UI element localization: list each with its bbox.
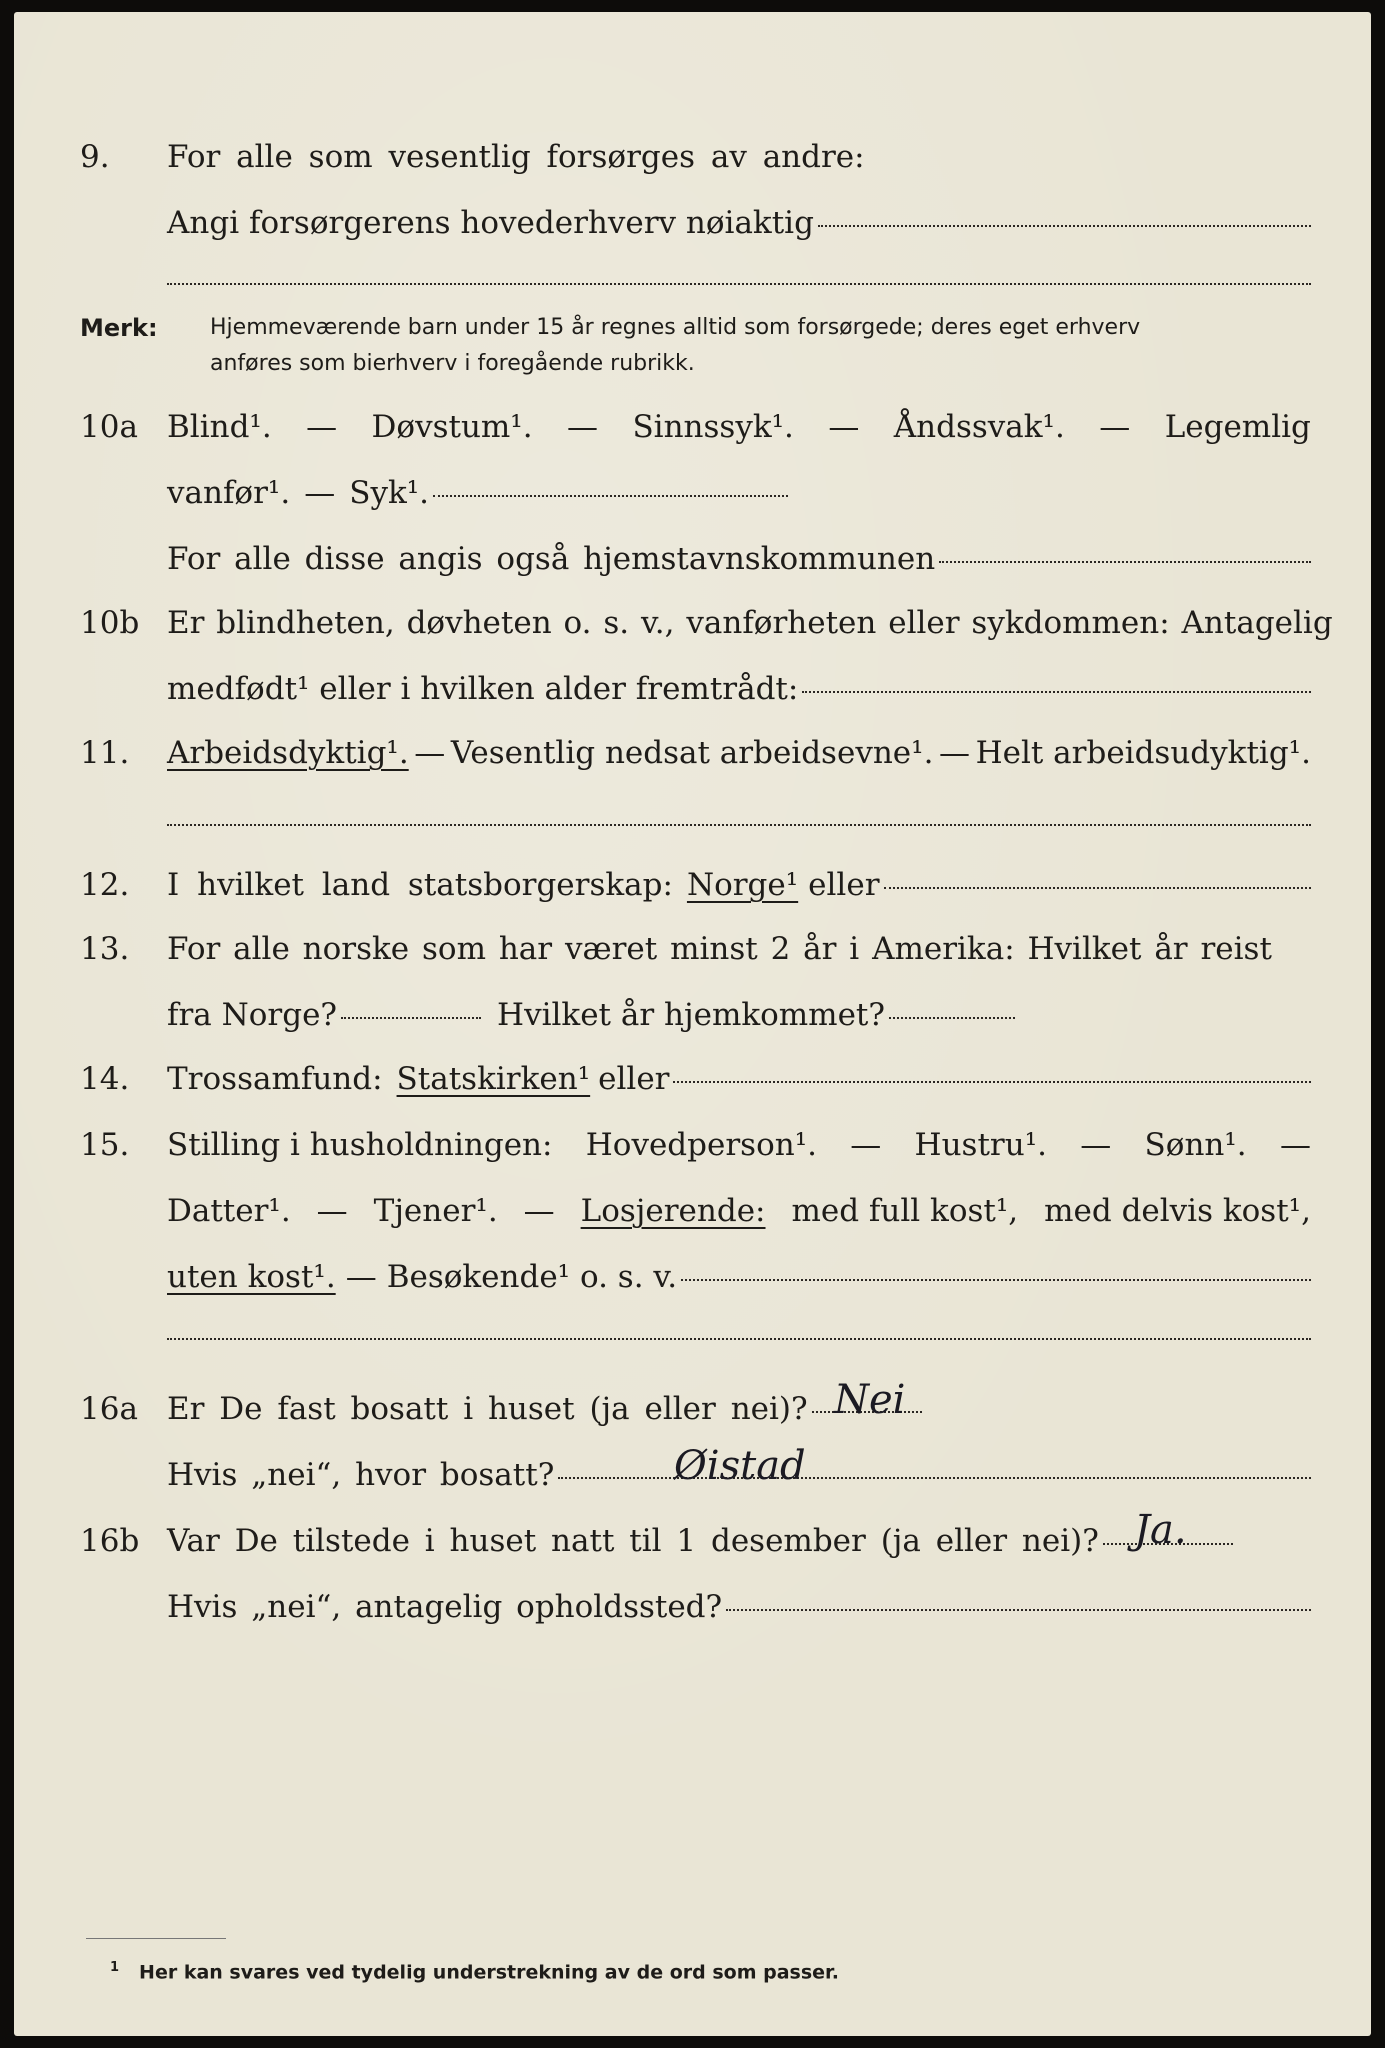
q9-answer-field[interactable] [818, 224, 1311, 227]
q15-answer-field[interactable] [681, 1278, 1311, 1281]
footnote-text: Her kan svares ved tydelig understrekning av de ord som passer. [139, 1961, 839, 1984]
dash: — [306, 409, 338, 445]
dash: — [850, 1127, 882, 1163]
q15-full-kost[interactable]: med full kost¹, [791, 1193, 1019, 1229]
q15-continuation-rule [167, 1338, 1311, 1340]
q15-question: Stilling i husholdningen: [167, 1127, 553, 1163]
footnote-rule [86, 1938, 226, 1939]
q13-line1: For alle norske som har været minst 2 år i Amerika: Hvilket år reist [167, 931, 1272, 967]
q14-number: 14. [80, 1061, 130, 1097]
dash: — [1080, 1127, 1112, 1163]
q10a-hjemstavn-field[interactable] [939, 560, 1311, 563]
q14-answer-field[interactable] [673, 1080, 1311, 1083]
q10b-line1: Er blindheten, døvheten o. s. v., vanførheten eller sykdommen: Antagelig [167, 605, 1333, 641]
q15-delvis-kost[interactable]: med delvis kost¹, [1044, 1193, 1311, 1229]
q9-number: 9. [80, 139, 110, 175]
q15-besokende[interactable]: Besøkende¹ o. s. v. [386, 1259, 678, 1295]
q12-number: 12. [80, 867, 130, 903]
q12-answer-field[interactable] [884, 886, 1311, 889]
q9-line2: Angi forsørgerens hovederhverv nøiaktig [167, 205, 814, 241]
q16a-question2: Hvis „nei“, hvor bosatt? [167, 1457, 555, 1493]
q10b-answer-field[interactable] [802, 690, 1311, 693]
q10a-andssvak[interactable]: Åndssvak¹. [893, 409, 1065, 445]
q15-tjener[interactable]: Tjener¹. [373, 1193, 498, 1229]
q11-dash: — [939, 735, 970, 771]
dash: — [304, 475, 336, 511]
dash: — [567, 409, 599, 445]
q16a-answer2-field[interactable] [558, 1476, 1311, 1479]
census-form-page [14, 12, 1371, 2036]
q15-losjerende[interactable]: Losjerende: [580, 1193, 766, 1229]
q11-arbeidsdyktig[interactable]: Arbeidsdyktig¹. [167, 735, 409, 771]
q9-line1: For alle som vesentlig forsørges av andre: [167, 139, 865, 175]
merk-text-1: Hjemmeværende barn under 15 år regnes alltid som forsørgede; deres eget erhverv [210, 315, 1141, 340]
dash: — [1279, 1127, 1311, 1163]
dash: — [1099, 409, 1131, 445]
merk-text-2: anføres som bierhverv i foregående rubrikk. [210, 351, 695, 376]
q11-dash: — [414, 735, 446, 771]
q15-datter[interactable]: Datter¹. [167, 1193, 291, 1229]
q15-uten-kost[interactable]: uten kost¹. [167, 1259, 336, 1295]
q10a-vanfor[interactable]: vanfør¹. [167, 475, 291, 511]
q16b-question2: Hvis „nei“, antagelig opholdssted? [167, 1589, 723, 1625]
q11-udyktig[interactable]: Helt arbeidsudyktig¹. [975, 735, 1311, 771]
q16b-answer1-handwritten: Ja. [1134, 1507, 1187, 1553]
q10b-line2: medfødt¹ eller i hvilken alder fremtrådt: [167, 671, 799, 707]
merk-label: Merk: [80, 314, 158, 342]
q10a-blind[interactable]: Blind¹. [167, 409, 272, 445]
q13-number: 13. [80, 931, 130, 967]
q15-sonn[interactable]: Sønn¹. [1144, 1127, 1247, 1163]
q10a-sinnssyk[interactable]: Sinnssyk¹. [632, 409, 794, 445]
q10a-number: 10a [80, 409, 138, 445]
q12-question: I hvilket land statsborgerskap: [167, 867, 673, 903]
q16a-answer1-handwritten: Nei [834, 1377, 906, 1423]
dash: — [316, 1193, 348, 1229]
q14-eller: eller [598, 1061, 670, 1097]
q10a-legemlig[interactable]: Legemlig [1164, 409, 1311, 445]
footnote-marker: 1 [110, 1960, 120, 1975]
q15-hovedperson[interactable]: Hovedperson¹. [585, 1127, 817, 1163]
q13-reist-field[interactable] [341, 1016, 481, 1019]
q11-number: 11. [80, 735, 130, 771]
q16b-question1: Var De tilstede i huset natt til 1 desember (ja eller nei)? [167, 1523, 1099, 1559]
footnote [110, 1960, 839, 1983]
q11-nedsat[interactable]: Vesentlig nedsat arbeidsevne¹. [450, 735, 934, 771]
q16a-answer2-handwritten: Øistad [674, 1443, 806, 1489]
q10a-dovstum[interactable]: Døvstum¹. [371, 409, 533, 445]
dash: — [828, 409, 860, 445]
q9-continuation-rule [167, 283, 1311, 285]
q12-norge[interactable]: Norge¹ [686, 867, 799, 903]
q10b-number: 10b [80, 605, 140, 641]
q12-eller: eller [808, 867, 880, 903]
q16a-question1: Er De fast bosatt i huset (ja eller nei)? [167, 1391, 808, 1427]
q16b-answer2-field[interactable] [726, 1608, 1311, 1611]
q13-part1: fra Norge? [167, 997, 338, 1033]
q15-number: 15. [80, 1127, 130, 1163]
q16b-number: 16b [80, 1523, 140, 1559]
q10a-line3: For alle disse angis også hjemstavnskommunen [167, 541, 936, 577]
dash: — [345, 1259, 377, 1295]
q16a-number: 16a [80, 1391, 138, 1427]
dash: — [523, 1193, 555, 1229]
q14-statskirken[interactable]: Statskirken¹ [396, 1061, 591, 1097]
q13-hjemkommet-field[interactable] [889, 1016, 1015, 1019]
q10a-syk[interactable]: Syk¹. [349, 475, 430, 511]
q13-part2: Hvilket år hjemkommet? [497, 997, 886, 1033]
q14-question: Trossamfund: [167, 1061, 383, 1097]
q11-continuation-rule [167, 824, 1311, 826]
q15-hustru[interactable]: Hustru¹. [914, 1127, 1047, 1163]
q10a-answer-field[interactable] [433, 494, 788, 497]
